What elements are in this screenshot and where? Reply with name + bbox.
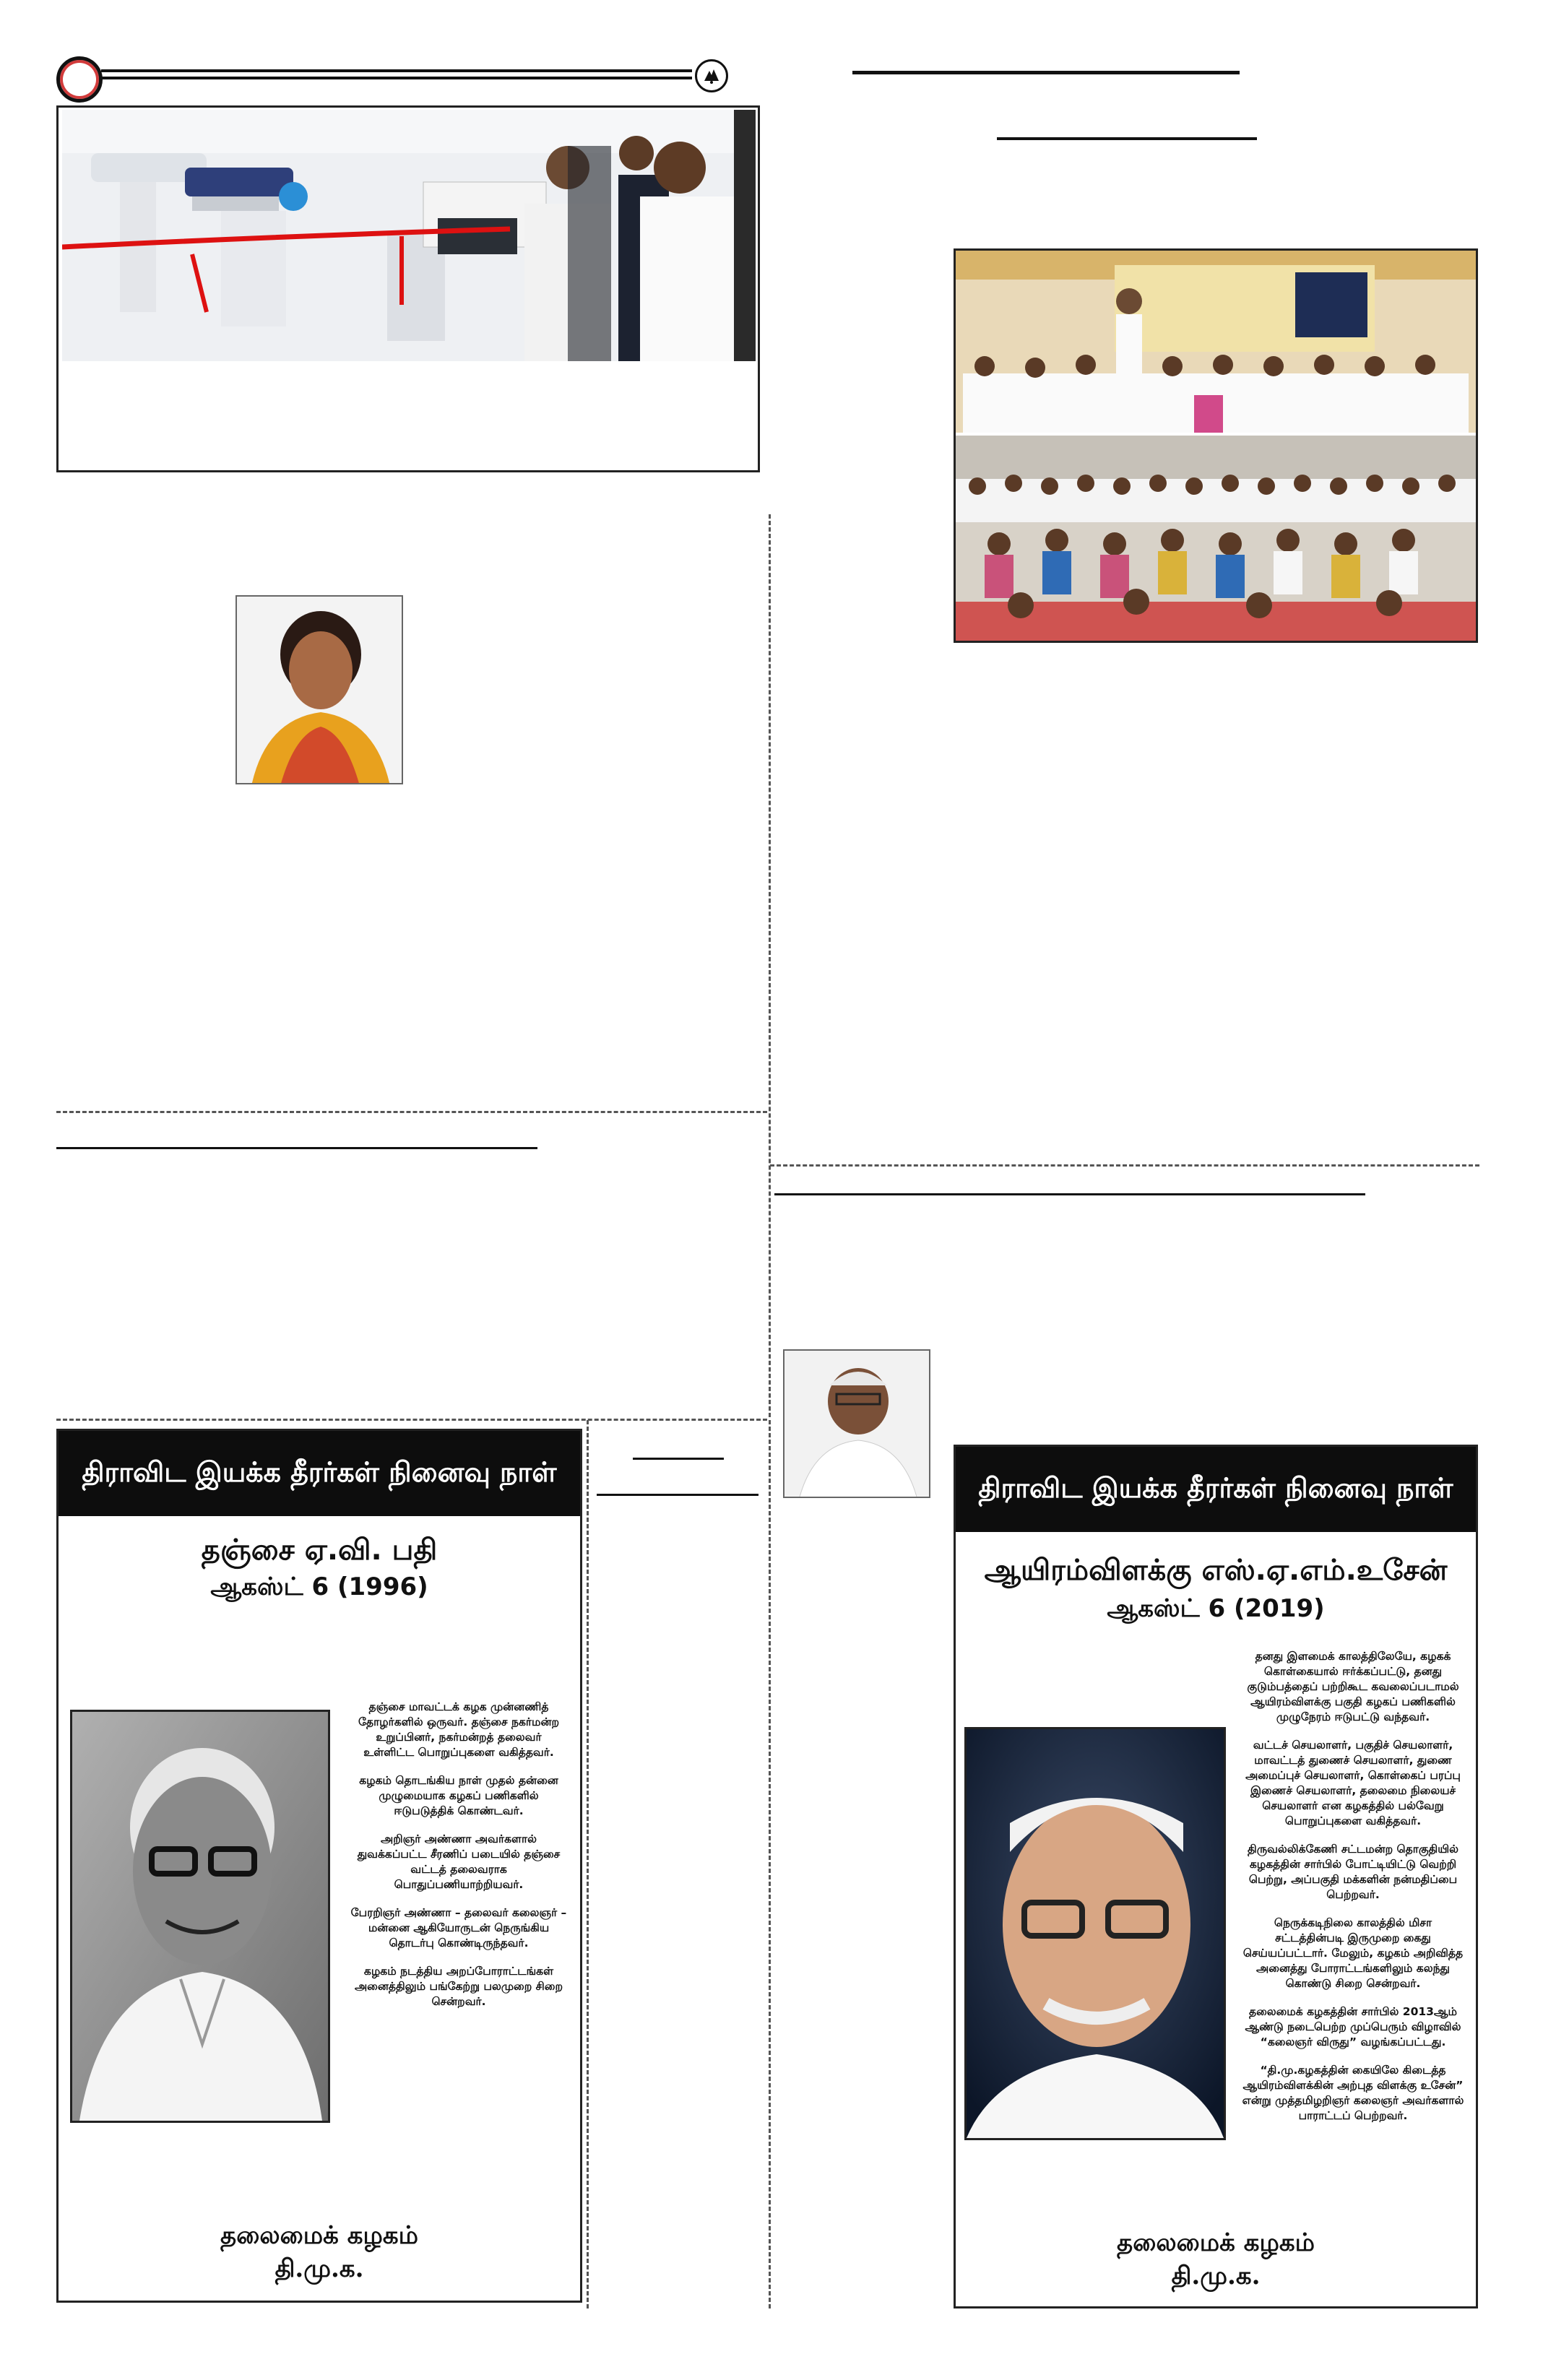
memorial-ad-right bbox=[954, 1445, 1478, 2308]
section-divider-right bbox=[770, 1164, 1479, 1167]
ad-header-text: திராவிட இயக்க தீரர்கள் நினைவு நாள் bbox=[978, 1471, 1453, 1504]
ad-signature-line2: தி.மு.க. bbox=[275, 2254, 364, 2283]
ad-header bbox=[956, 1447, 1476, 1532]
header-rule-bottom bbox=[101, 77, 692, 79]
right-subheader-rule bbox=[997, 137, 1257, 140]
ad-right-body bbox=[1240, 1649, 1466, 2137]
ad-paragraph: தஞ்சை மாவட்டக் கழக முன்னணித் தோழர்களில் ஒருவர். தஞ்சை நகர்மன்ற உறுப்பினர், நகர்மன்றத் தலைவர் உள்ளிட்ட பொறுப்புகளை வகித்தவர். bbox=[358, 1700, 560, 1759]
ad-signature-line1: தலைமைக் கழகம் bbox=[1117, 2228, 1315, 2257]
header-rule-top bbox=[101, 69, 692, 72]
ad-date: ஆகஸ்ட் 6 (2019) bbox=[1107, 1594, 1325, 1623]
ad-date: ஆகஸ்ட் 6 (1996) bbox=[210, 1572, 428, 1601]
meeting-audience-photo bbox=[956, 436, 1476, 641]
ad-paragraph: பேரறிஞர் அண்ணா – தலைவர் கலைஞர் – மன்னை ஆகியோருடன் நெருங்கிய தொடர்பு கொண்டிருந்தவர். bbox=[350, 1906, 567, 1950]
small-col-rule-1 bbox=[633, 1458, 724, 1460]
column-divider-upper bbox=[769, 514, 771, 1417]
left-section-rule bbox=[56, 1147, 537, 1149]
woman-portrait-photo bbox=[235, 595, 403, 784]
right-header-rule bbox=[852, 71, 1240, 74]
memorial-ad-left bbox=[56, 1429, 582, 2303]
ad-signature-line1: தலைமைக் கழகம் bbox=[220, 2221, 418, 2250]
ad-left-body bbox=[350, 1700, 567, 2022]
ad-right-portrait bbox=[964, 1727, 1226, 2140]
ad-paragraph: நெருக்கடிநிலை காலத்தில் மிசா சட்டத்தின்படி இருமுறை கைது செய்யப்பட்டார். மேலும், கழகம் அறிவித்த அனைத்து போராட்டங்களிலும் கலந்து கொண்டு சிறை சென்றவர். bbox=[1242, 1916, 1464, 1990]
column-divider-right bbox=[769, 1420, 771, 2308]
ad-paragraph: அறிஞர் அண்ணா அவர்களால் துவக்கப்பட்ட சீரணிப் படையில் தஞ்சை வட்டத் தலைவராக பொதுப்பணியாற்றியவர். bbox=[357, 1832, 561, 1891]
meeting-stage-photo bbox=[956, 251, 1476, 433]
small-col-rule-2 bbox=[597, 1494, 758, 1496]
header-circle-mark bbox=[56, 56, 103, 103]
ad-paragraph: தலைமைக் கழகத்தின் சார்பில் 2013ஆம் ஆண்டு நடைபெற்ற முப்பெரும் விழாவில் “கலைஞர் விருது” வழங்கப்பட்டது. bbox=[1245, 2005, 1461, 2048]
ad-paragraph: வட்டச் செயலாளர், பகுதிச் செயலாளர், மாவட்டத் துணைச் செயலாளர், துணை அமைப்புச் செயலாளர், கொள்கைப் பரப்பு இணைச் செயலாளர், தலைமை நிலையச் செயலாளர் என கழகத்தில் பல்வேறு பொறுப்புகளை வகித்தவர். bbox=[1245, 1739, 1461, 1827]
ad-left-portrait bbox=[70, 1710, 330, 2123]
ad-signature-line2: தி.மு.க. bbox=[1171, 2262, 1261, 2290]
ad-paragraph: கழகம் நடத்திய அறப்போராட்டங்கள் அனைத்திலும் பங்கேற்று பலமுறை சிறை சென்றவர். bbox=[354, 1965, 563, 2008]
ad-top-divider bbox=[56, 1419, 767, 1421]
ad-paragraph: “தி.மு.கழகத்தின் கையிலே கிடைத்த ஆயிரம்விளக்கின் அற்புத விளக்கு உசேன்” என்று முத்தமிழறிஞர் கலைஞர் அவர்களால் பாராட்டப் பெற்றவர். bbox=[1242, 2064, 1464, 2122]
ad-paragraph: தனது இளமைக் காலத்திலேயே, கழகக் கொள்கையால் ஈர்க்கப்பட்டு, தனது குடும்பத்தைப் பற்றிகூட கவலைப்படாமல் ஆயிரம்விளக்கு பகுதி கழகப் பணிகளில் முழுநேரம் ஈடுபட்டு வந்தவர். bbox=[1247, 1650, 1459, 1723]
ornament-emblem-icon bbox=[695, 59, 728, 92]
ad-header-text: திராவிட இயக்க தீரர்கள் நினைவு நாள் bbox=[82, 1455, 557, 1488]
column-divider-lower bbox=[587, 1420, 589, 2308]
section-divider-left bbox=[56, 1111, 767, 1113]
ad-header bbox=[59, 1431, 580, 1516]
ad-paragraph: கழகம் தொடங்கிய நாள் முதல் தன்னை முழுமையாக கழகப் பணிகளில் ஈடுபடுத்திக் கொண்டவர். bbox=[359, 1774, 558, 1817]
ad-person-name: தஞ்சை ஏ.வி. பதி bbox=[201, 1533, 438, 1567]
right-section-rule bbox=[774, 1193, 1365, 1195]
inauguration-photo bbox=[62, 110, 756, 361]
ad-paragraph: திருவல்லிக்கேணி சட்டமன்ற தொகுதியில் கழகத்தின் சார்பில் போட்டியிட்டு வெற்றி பெற்று, அப்பகுதி மக்களின் நன்மதிப்பை பெற்றவர். bbox=[1248, 1843, 1458, 1901]
elder-portrait-photo bbox=[783, 1349, 930, 1498]
ad-person-name: ஆயிரம்விளக்கு எஸ்.ஏ.எம்.உசேன் bbox=[984, 1554, 1448, 1587]
